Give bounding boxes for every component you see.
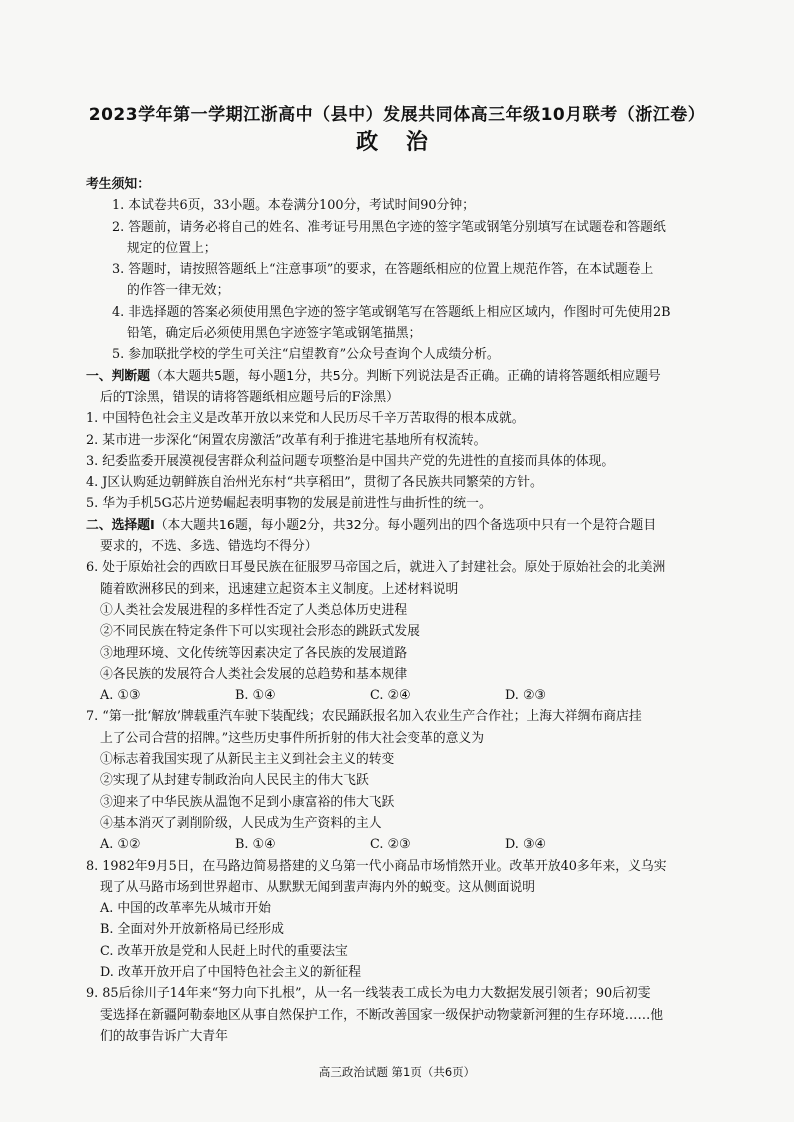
judge-question: 3. 纪委监委开展漠视侵害群众利益问题专项整治是中国共产党的先进性的直接而具体的体现。 <box>86 453 615 469</box>
question-9-stem-cont: 们的故事告诉广大青年 <box>100 1028 228 1044</box>
subject-title: 政 治 <box>356 130 438 155</box>
notice-item: 铅笔，确定后必须使用黑色字迹签字笔或钢笔描黑； <box>127 326 422 342</box>
question-6-choices <box>86 685 726 706</box>
question-8-option: A. 中国的改革率先从城市开始 <box>100 901 271 917</box>
choice-c: C. ②④ <box>370 688 411 704</box>
page-footer: 高三政治试题 第1页（共6页） <box>318 1065 476 1079</box>
question-6-option: ②不同民族在特定条件下可以实现社会形态的跳跃式发展 <box>100 624 420 640</box>
choice-c: C. ②③ <box>370 837 411 853</box>
notice-heading: 考生须知： <box>86 177 150 192</box>
question-7-stem-cont: 上了公司合营的招牌。”这些历史事件所折射的伟大社会变革的意义为 <box>100 730 485 746</box>
judge-question: 1. 中国特色社会主义是改革开放以来党和人民历尽千辛万苦取得的根本成就。 <box>86 411 525 427</box>
question-7-option: ②实现了从封建专制政治向人民民主的伟大飞跃 <box>100 773 369 789</box>
choice-b: B. ①④ <box>235 837 276 853</box>
question-8-option: D. 改革开放开启了中国特色社会主义的新征程 <box>100 964 362 980</box>
notice-item: 1. 本试卷共6页，33小题。本卷满分100分，考试时间90分钟； <box>112 198 475 214</box>
question-8-stem: 8. 1982年9月5日，在马路边简易搭建的义乌第一代小商品市场悄然开业。改革开放40多年来，义乌实 <box>86 858 667 874</box>
question-9-stem: 9. 85后徐川子14年来“努力向下扎根”，从一名一线装表工成长为电力大数据发展引领者；90后初雯 <box>86 986 651 1002</box>
question-7-choices <box>86 834 726 855</box>
choice-a: A. ①③ <box>100 688 141 704</box>
question-6-stem-cont: 随着欧洲移民的到来，迅速建立起资本主义制度。上述材料说明 <box>100 581 459 597</box>
choice-d: D. ②③ <box>505 688 546 704</box>
question-6-option: ④各民族的发展符合人类社会发展的总趋势和基本规律 <box>100 666 408 682</box>
notice-item: 5. 参加联批学校的学生可关注“启望教育”公众号查询个人成绩分析。 <box>112 347 500 363</box>
choice-a: A. ①② <box>100 837 141 853</box>
question-7-option: ④基本消灭了剥削阶级，人民成为生产资料的主人 <box>100 815 382 831</box>
exam-title: 2023学年第一学期江浙高中（县中）发展共同体高三年级10月联考（浙江卷） <box>88 105 706 125</box>
question-6-option: ①人类社会发展进程的多样性否定了人类总体历史进程 <box>100 602 408 618</box>
section-2-desc: （本大题共16题，每小题2分，共32分。每小题列出的四个备选项中只有一个是符合题目 <box>154 517 657 533</box>
exam-content <box>86 174 726 1047</box>
question-7-option: ③迎来了中华民族从温饱不足到小康富裕的伟大飞跃 <box>100 794 395 810</box>
section-1-desc: （本大题共5题，每小题1分，共5分。判断下列说法是否正确。正确的请将答题纸相应题号 <box>149 368 661 384</box>
question-7-stem: 7. “第一批‘解放’牌载重汽车驶下装配线；农民踊跃报名加入农业生产合作社；上海大祥绸布商店挂 <box>86 709 642 725</box>
question-8-stem-cont: 现了从马路市场到世界超市、从默默无闻到蜚声海内外的蜕变。这从侧面说明 <box>100 879 536 895</box>
question-6-stem: 6. 处于原始社会的西欧日耳曼民族在征服罗马帝国之后，就进入了封建社会。原处于原始社会的北美洲 <box>86 560 666 576</box>
judge-question: 2. 某市进一步深化“闲置农房激活”改革有利于推进宅基地所有权流转。 <box>86 432 487 448</box>
question-8-option: B. 全面对外开放新格局已经形成 <box>100 922 284 938</box>
notice-item: 4. 非选择题的答案必须使用黑色字迹的签字笔或钢笔写在答题纸上相应区域内，作图时可先使用2B <box>112 304 671 320</box>
choice-b: B. ①④ <box>235 688 276 704</box>
choice-d: D. ③④ <box>505 837 546 853</box>
notice-item: 2. 答题前，请务必将自己的姓名、准考证号用黑色字迹的签字笔或钢笔分别填写在试题卷和答题纸 <box>112 219 666 235</box>
question-6-option: ③地理环境、文化传统等因素决定了各民族的发展道路 <box>100 645 408 661</box>
notice-item: 规定的位置上； <box>127 240 217 256</box>
question-8-option: C. 改革开放是党和人民赶上时代的重要法宝 <box>100 943 348 959</box>
section-1-title: 一、判断题 <box>86 368 150 384</box>
question-7-option: ①标志着我国实现了从新民主主义到社会主义的转变 <box>100 752 395 768</box>
judge-question: 5. 华为手机5G芯片逆势崛起表明事物的发展是前进性与曲折性的统一。 <box>86 496 492 512</box>
notice-item: 的作答一律无效； <box>127 283 230 299</box>
section-1-header <box>86 366 726 387</box>
section-1-desc-cont: 后的T涂黑，错误的请将答题纸相应题号后的F涂黑） <box>100 389 399 405</box>
section-2-title: 二、选择题Ⅰ <box>86 517 155 533</box>
question-9-stem-cont: 雯选择在新疆阿勒泰地区从事自然保护工作，不断改善国家一级保护动物蒙新河狸的生存环境……他 <box>100 1007 664 1023</box>
notice-item: 3. 答题时，请按照答题纸上“注意事项”的要求，在答题纸相应的位置上规范作答，在本试题卷上 <box>112 262 654 278</box>
section-2-desc-cont: 要求的，不选、多选、错选均不得分） <box>100 539 318 555</box>
section-2-header <box>86 515 726 536</box>
judge-question: 4. J区认购延边朝鲜族自治州光东村“共享稻田”，贯彻了各民族共同繁荣的方针。 <box>86 475 543 491</box>
